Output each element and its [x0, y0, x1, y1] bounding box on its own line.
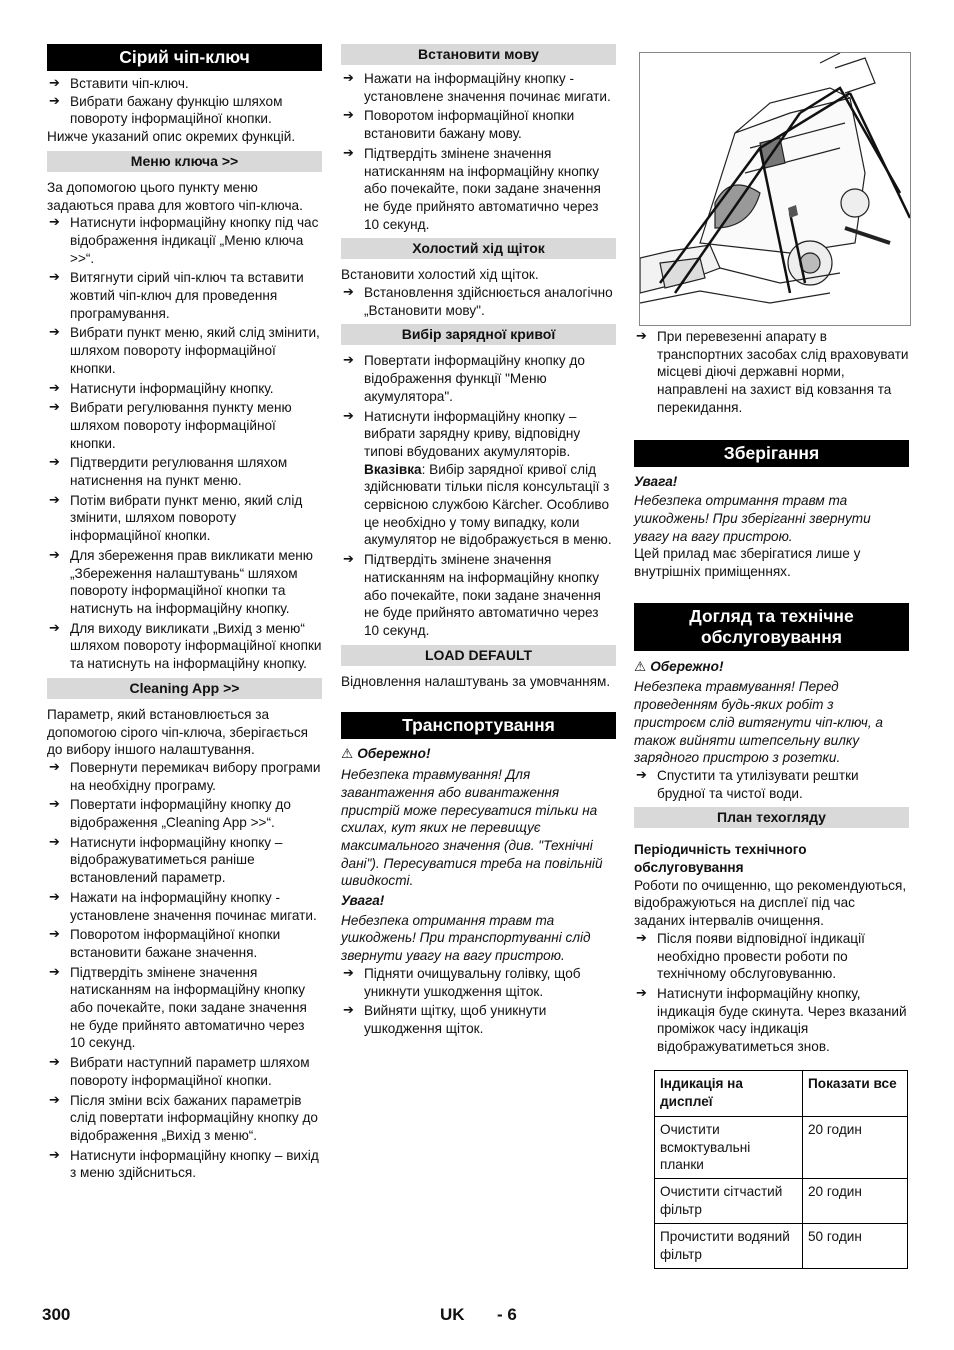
- list-item: ➔ Після зміни всіх бажаних параметрів слід повертати інформаційну кнопку до відображення „Вихід з меню“.: [47, 1092, 322, 1145]
- gray-key-steps: [47, 75, 322, 128]
- list-item: ➔ Для виходу викликати „Вихід з меню“ шляхом повороту інформаційної кнопки та натиснуть на інформаційну кнопку.: [47, 620, 322, 673]
- key-menu-heading: Меню ключа >>: [47, 151, 322, 172]
- storage-attention-text: Небезпека отримання травм та ушкоджень! При зберіганні звернути увагу на вагу пристрою.: [634, 493, 871, 544]
- transport-caution: [341, 745, 616, 764]
- storage-attention-label: Увага!: [634, 473, 678, 489]
- functions-intro: Нижче указаний опис окремих функцій.: [47, 129, 296, 145]
- key-menu-steps: [47, 214, 322, 673]
- machine-transport-illustration: [639, 52, 911, 326]
- list-item: ➔ Витягнути сірий чіп-ключ та вставити жовтий чіп-ключ для проведення програмування.: [47, 269, 322, 322]
- cleaning-app-heading: Cleaning App >>: [47, 678, 322, 699]
- list-item: ➔ Підтвердити регулювання шляхом натиснення на пункт меню.: [47, 454, 322, 489]
- list-item: ➔ Натиснути інформаційну кнопку, індикація буде скинута. Через вказаний проміжок часу індикація відображуватиметься знов.: [634, 985, 909, 1056]
- note-label: Вказівка: [364, 461, 422, 477]
- list-item: ➔ Вибрати регулювання пункту меню шляхом повороту інформаційної кнопки.: [47, 399, 322, 452]
- storage-heading: Зберігання: [634, 440, 909, 467]
- cleaning-app-steps: [47, 759, 322, 1182]
- table-cell: Прочистити водяний фільтр: [655, 1223, 803, 1268]
- page-number: 300: [42, 1305, 71, 1324]
- transport-steps: [341, 965, 616, 1038]
- list-item: ➔ Натиснути інформаційну кнопку під час відображення індикації „Меню ключа >>“.: [47, 214, 322, 267]
- language-code: UK: [440, 1305, 465, 1324]
- care-steps: [634, 767, 909, 802]
- transport-attention-label: Увага!: [341, 893, 385, 909]
- key-menu-intro: За допомогою цього пункту меню задаються права для жовтого чіп-ключа.: [47, 179, 303, 213]
- care-heading: Догляд та технічне обслуговування: [634, 603, 909, 651]
- list-item: ➔ Поворотом інформаційної кнопки встановити бажане значення.: [47, 926, 322, 961]
- table-cell: 20 годин: [803, 1178, 908, 1223]
- table-cell: 20 годин: [803, 1116, 908, 1178]
- table-cell: Очистити сітчастий фільтр: [655, 1178, 803, 1223]
- care-caution-text: Небезпека травмування! Перед проведенням будь-яких робіт з пристроєм слід витягнути чіп-ключ, а також вийняти штепсельну вилку зарядного пристрою з розетки.: [634, 679, 883, 766]
- load-default-heading: LOAD DEFAULT: [341, 645, 616, 666]
- periodicity-intro: Роботи по очищенню, що рекомендуються, відображуються на дисплеї під час заданих інтервалів очищення.: [634, 877, 907, 929]
- list-item: ➔ Натиснути інформаційну кнопку.: [47, 380, 322, 398]
- table-cell: 50 годин: [803, 1223, 908, 1268]
- list-item: ➔ Встановлення здійснюється аналогічно „Встановити мову".: [341, 284, 616, 319]
- table-header: Показати все: [803, 1070, 908, 1116]
- list-item: ➔ Натиснути інформаційну кнопку – відображуватиметься раніше встановлений параметр.: [47, 834, 322, 887]
- warning-icon: ⚠: [341, 746, 354, 763]
- list-item: [341, 408, 616, 550]
- list-item: ➔ Спустити та утилізувати рештки брудної та чистої води.: [634, 767, 909, 802]
- transport-note: ➔ При перевезенні апарату в транспортних засобах слід враховувати місцеві діючі державні норми, направлені на захист від ковзання та перекидання.: [634, 328, 909, 417]
- table-cell: Очистити всмоктувальні планки: [655, 1116, 803, 1178]
- list-item: ➔ Потім вибрати пункт меню, який слід змінити, шляхом повороту інформаційної кнопки.: [47, 492, 322, 545]
- column-middle: [341, 44, 616, 1038]
- list-item: ➔ Для збереження прав викликати меню „Збереження налаштувань“ шляхом повороту інформаційної кнопки та натиснуть на інформаційну кнопку.: [47, 547, 322, 618]
- table-header: Індикація на дисплеї: [655, 1070, 803, 1116]
- list-item: ➔ Повертати інформаційну кнопку до відображення функції "Меню акумулятора".: [341, 352, 616, 405]
- list-item: ➔ Підтвердіть змінене значення натисканням на інформаційну кнопку або почекайте, поки задане значення не буде прийнято автоматично через 10 секунд.: [47, 964, 322, 1053]
- column-left: [47, 44, 322, 1182]
- list-item: ➔ Натиснути інформаційну кнопку – вихід з меню здійсниться.: [47, 1147, 322, 1182]
- list-item: ➔ Вибрати бажану функцію шляхом повороту інформаційної кнопки.: [47, 93, 322, 128]
- periodicity-heading: Періодичність технічного обслуговування: [634, 842, 807, 876]
- list-item: ➔ Вставити чіп-ключ.: [47, 75, 322, 93]
- list-item: ➔ Нажати на інформаційну кнопку - установлене значення починає мигати.: [47, 889, 322, 924]
- list-item: ➔ Вибрати наступний параметр шляхом повороту інформаційної кнопки.: [47, 1054, 322, 1089]
- charge-curve-steps: [341, 352, 616, 639]
- language-steps: [341, 70, 616, 233]
- table-header-row: [655, 1070, 908, 1116]
- maintenance-table: [654, 1070, 908, 1269]
- language-heading: Встановити мову: [341, 44, 616, 65]
- care-caution: [634, 658, 909, 677]
- brush-idle-intro: Встановити холостий хід щіток.: [341, 267, 539, 283]
- caution-label: Обережно!: [357, 746, 431, 762]
- table-row: [655, 1178, 908, 1223]
- gray-key-heading: Сірий чіп-ключ: [47, 44, 322, 71]
- table-row: [655, 1223, 908, 1268]
- list-item: ➔ Повертати інформаційну кнопку до відображення „Cleaning App >>“.: [47, 796, 322, 831]
- transport-attention-text: Небезпека отримання травм та ушкоджень! При транспортуванні слід звернути увагу на вагу пристрою.: [341, 912, 591, 964]
- storage-text: Цей прилад має зберігатися лише у внутрішніх приміщеннях.: [634, 546, 861, 580]
- list-item: ➔ Підтвердіть змінене значення натисканням на інформаційну кнопку або почекайте, поки задане значення не буде прийнято автоматично через 10 секунд.: [341, 551, 616, 640]
- cleaning-app-intro: Параметр, який встановлюється за допомогою сірого чіп-ключа, зберігається до вибору іншого налаштування.: [47, 706, 309, 758]
- list-item: ➔ Нажати на інформаційну кнопку - установлене значення починає мигати.: [341, 70, 616, 105]
- load-default-text: Відновлення налаштувань за умовчанням.: [341, 673, 611, 689]
- table-row: [655, 1116, 908, 1178]
- list-item: ➔ Підняти очищувальну голівку, щоб уникнути ушкодження щіток.: [341, 965, 616, 1000]
- list-item: ➔ Після появи відповідної індикації необхідно провести роботи по технічному обслуговуванню.: [634, 930, 909, 983]
- list-item: ➔ Підтвердіть змінене значення натисканням на інформаційну кнопку або почекайте, поки задане значення не буде прийнято автоматично через 10 секунд.: [341, 145, 616, 234]
- note-text: : Вибір зарядної кривої слід здійснювати тільки після консультації з сервісною службою Kärcher. Особливо це необхідно у тому випадку, коли акумулятор не відображується в меню.: [364, 461, 612, 548]
- caution-label: Обережно!: [650, 658, 724, 674]
- charge-step-text: Натиснути інформаційну кнопку – вибрати зарядну криву, відповідну типові вбудованих акумуляторів.: [364, 408, 581, 459]
- periodicity-steps: [634, 930, 909, 1056]
- list-item: ➔ Поворотом інформаційної кнопки встановити бажану мову.: [341, 107, 616, 142]
- transport-heading: Транспортування: [341, 712, 616, 739]
- section-page: - 6: [497, 1305, 517, 1324]
- charge-curve-heading: Вибір зарядної кривої: [341, 324, 616, 345]
- list-item: ➔ Вийняти щітку, щоб уникнути ушкодження щіток.: [341, 1002, 616, 1037]
- column-right: [634, 52, 909, 1269]
- transport-caution-text: Небезпека травмування! Для завантаження або вивантаження пристрій може пересуватися тільки на схилах, кут яких не перевищує максимального значення (див. "Технічні дані"). Пересуватися треба на повільній швидкості.: [341, 767, 603, 889]
- list-item: ➔ Повернути перемикач вибору програми на необхідну програму.: [47, 759, 322, 794]
- list-item: ➔ Вибрати пункт меню, який слід змінити, шляхом повороту інформаційної кнопки.: [47, 324, 322, 377]
- brush-idle-heading: Холостий хід щіток: [341, 238, 616, 259]
- maintenance-plan-heading: План техогляду: [634, 807, 909, 828]
- warning-icon: ⚠: [634, 658, 647, 675]
